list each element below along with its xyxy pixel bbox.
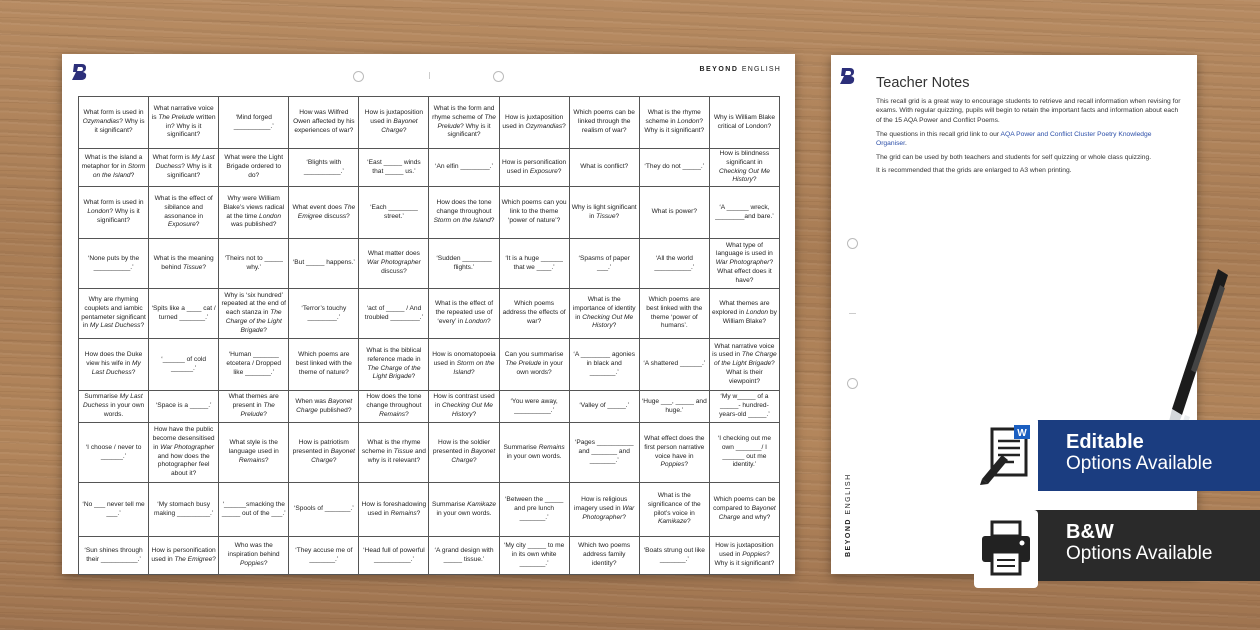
word-document-icon (980, 425, 1032, 485)
grid-cell: Why is William Blake critical of London? (709, 97, 779, 149)
grid-cell: ‘Space is a _____.’ (149, 391, 219, 423)
grid-row (79, 423, 780, 483)
fold-mark (849, 313, 856, 314)
grid-cell: How is contrast used in Checking Out Me History? (429, 391, 499, 423)
punch-hole (493, 71, 504, 82)
grid-cell: ‘They accuse me of _______.’ (289, 537, 359, 575)
grid-cell: What narrative voice is used in The Charge of the Light Brigade? What is their viewpoint? (709, 339, 779, 391)
grid-cell: ‘A ______ wreck, ________and bare.’ (709, 187, 779, 239)
grid-cell: Why is ‘six hundred’ repeated at the end of each stanza in The Charge of the Light Brigade? (219, 289, 289, 339)
grid-cell: Why is light significant in Tissue? (569, 187, 639, 239)
grid-cell: ‘My city _____ to me in its own white _______.’ (499, 537, 569, 575)
editable-options-badge[interactable] (1018, 420, 1260, 491)
grid-cell: ‘Spools of _______.’ (289, 483, 359, 537)
grid-cell: Which poems can be linked through the realism of war? (569, 97, 639, 149)
grid-row (79, 289, 780, 339)
punch-hole (847, 238, 858, 249)
grid-row (79, 239, 780, 289)
grid-cell: What style is the language used in Remains? (219, 423, 289, 483)
teacher-note-paragraph: The questions in this recall grid link to our AQA Power and Conflict Cluster Poetry Knowledge Organiser. (876, 131, 1152, 148)
grid-cell: ‘It is a huge ______ that we ____.’ (499, 239, 569, 289)
grid-cell: ‘Sudden ________ flights.’ (429, 239, 499, 289)
grid-cell: ‘My w_____ of a _____- hundred- years-old _____.’ (709, 391, 779, 423)
editable-badge-title: Editable (1066, 431, 1144, 453)
grid-cell: Who was the inspiration behind Poppies? (219, 537, 289, 575)
grid-cell: How is juxtaposition used in Bayonet Charge? (359, 97, 429, 149)
grid-cell: How have the public become desensitised in War Photographer and how does the photographer feel about it? (149, 423, 219, 483)
grid-row (79, 483, 780, 537)
grid-cell: ‘They do not _____.’ (639, 149, 709, 187)
grid-cell: ‘An elfin ________.’ (429, 149, 499, 187)
teacher-note-paragraph: It is recommended that the grids are enlarged to A3 when printing. (876, 167, 1072, 174)
grid-cell: What form is used in London? Why is it significant? (79, 187, 149, 239)
grid-cell: ‘Blights with __________.’ (289, 149, 359, 187)
grid-row (79, 97, 780, 149)
grid-cell: ‘act of _____ / And troubled ________.’ (359, 289, 429, 339)
grid-cell: How is juxtaposition used in Ozymandias? (499, 97, 569, 149)
grid-cell: ‘Spasms of paper ___.’ (569, 239, 639, 289)
teacher-note-paragraph: The grid can be used by both teachers and students for self quizzing or whole class quizzing. (876, 154, 1152, 161)
grid-cell: What themes are present in The Prelude? (219, 391, 289, 423)
grid-cell: ‘Terror’s touchy ________.’ (289, 289, 359, 339)
grid-cell: When was Bayonet Charge published? (289, 391, 359, 423)
grid-row (79, 391, 780, 423)
grid-row (79, 187, 780, 239)
grid-cell: What effect does the first person narrative voice have in Poppies? (639, 423, 709, 483)
grid-cell: Which poems can be compared to Bayonet Charge and why? (709, 483, 779, 537)
grid-cell: What narrative voice is The Prelude written in? Why is it significant? (149, 97, 219, 149)
grid-cell: What form is used in Ozymandias? Why is it significant? (79, 97, 149, 149)
grid-cell: How is religious imagery used in War Photographer? (569, 483, 639, 537)
grid-row (79, 149, 780, 187)
beyond-logo-icon (71, 63, 87, 81)
grid-cell: What is the effect of sibilance and assonance in Exposure? (149, 187, 219, 239)
grid-cell: ‘Sun shines through their __________.’ (79, 537, 149, 575)
grid-cell: Can you summarise The Prelude in your own words? (499, 339, 569, 391)
grid-cell: What were the Light Brigade ordered to do? (219, 149, 289, 187)
bw-badge-text (1066, 521, 1212, 565)
grid-cell: How is the soldier presented in Bayonet Charge? (429, 423, 499, 483)
grid-cell: ‘Between the _____ and pre lunch _______.’ (499, 483, 569, 537)
grid-cell: How is juxtaposition used in Poppies? Why is it significant? (709, 537, 779, 575)
grid-cell: What matter does War Photographer discuss? (359, 239, 429, 289)
grid-cell: ‘______ of cold ______.’ (149, 339, 219, 391)
grid-cell: ‘My stomach busy making _________.’ (149, 483, 219, 537)
grid-cell: How is foreshadowing used in Remains? (359, 483, 429, 537)
grid-row (79, 537, 780, 575)
grid-cell: ‘A ________ agonies in black and _______.’ (569, 339, 639, 391)
grid-cell: What is the effect of the repeated use of ‘every’ in London? (429, 289, 499, 339)
grid-cell: What is the island a metaphor for in Storm on the Island? (79, 149, 149, 187)
grid-cell: Which poems are best linked with the theme ‘power of humans’. (639, 289, 709, 339)
fold-mark (429, 72, 430, 79)
grid-cell: How is personification used in Exposure? (499, 149, 569, 187)
grid-cell: Summarise My Last Duchess in your own words. (79, 391, 149, 423)
grid-cell: ‘Head full of powerful __________.’ (359, 537, 429, 575)
grid-cell: Which poems can you link to the theme ‘power of nature’? (499, 187, 569, 239)
grid-cell: ‘None puts by the __________.’ (79, 239, 149, 289)
punch-hole (353, 71, 364, 82)
grid-cell: What is conflict? (569, 149, 639, 187)
bw-badge-subtitle: Options Available (1066, 543, 1213, 564)
grid-cell: What is the rhyme scheme in London? Why is it significant? (639, 97, 709, 149)
punch-hole (847, 378, 858, 389)
brand-wordmark: BEYOND ENGLISH (699, 66, 781, 73)
editable-badge-text (1066, 431, 1212, 475)
grid-cell: What is power? (639, 187, 709, 239)
bw-options-badge[interactable] (1018, 510, 1260, 581)
editable-icon-box (974, 417, 1038, 495)
grid-cell: What is the biblical reference made in The Charge of the Light Brigade? (359, 339, 429, 391)
grid-row (79, 339, 780, 391)
grid-cell: ‘A shattered ______.’ (639, 339, 709, 391)
grid-cell: What type of language is used in War Photographer? What effect does it have? (709, 239, 779, 289)
grid-cell: What form is My Last Duchess? Why is it significant? (149, 149, 219, 187)
grid-cell: ‘Pages __________ and _______ and _______.’ (569, 423, 639, 483)
grid-cell: ‘Spits like a ____ cat / turned _______.’ (149, 289, 219, 339)
grid-cell: How was Wilfred Owen affected by his experiences of war? (289, 97, 359, 149)
grid-cell: ‘Valley of _____.’ (569, 391, 639, 423)
grid-cell: How does the Duke view his wife in My Last Duchess? (79, 339, 149, 391)
grid-cell: ‘I checking out me own _______/ I ______ out me identity.’ (709, 423, 779, 483)
grid-cell: Which poems address the effects of war? (499, 289, 569, 339)
grid-cell: What is the significance of the pilot’s voice in Kamikaze? (639, 483, 709, 537)
grid-cell: What event does The Emigree discuss? (289, 187, 359, 239)
grid-cell: What themes are explored in London by William Blake? (709, 289, 779, 339)
grid-cell: ‘You were away, __________.’ (499, 391, 569, 423)
editable-badge-subtitle: Options Available (1066, 453, 1213, 474)
grid-cell: Summarise Kamikaze in your own words. (429, 483, 499, 537)
grid-cell: ‘Human _______ etcetera / Dropped like _______.’ (219, 339, 289, 391)
grid-cell: ‘East _____ winds that _____ us.’ (359, 149, 429, 187)
grid-cell: Summarise Remains in your own words. (499, 423, 569, 483)
teacher-notes-title: Teacher Notes (876, 75, 970, 91)
grid-cell: ‘Huge ___, _____ and huge.’ (639, 391, 709, 423)
grid-cell: Why are rhyming couplets and iambic pentameter significant in My Last Duchess? (79, 289, 149, 339)
grid-cell: ‘But _____ happens.’ (289, 239, 359, 289)
beyond-logo-icon (839, 67, 855, 85)
recall-grid-table (78, 96, 780, 575)
grid-cell: What is the importance of identity in Checking Out Me History? (569, 289, 639, 339)
grid-cell: How does the tone change throughout Storm on the Island? (429, 187, 499, 239)
grid-cell: What is the meaning behind Tissue? (149, 239, 219, 289)
bw-badge-title: B&W (1066, 521, 1114, 543)
grid-cell: ‘Mind forged __________.’ (219, 97, 289, 149)
grid-cell: What is the rhyme scheme in Tissue and why is it relevant? (359, 423, 429, 483)
grid-cell: ‘Theirs not to _____ why.’ (219, 239, 289, 289)
printer-icon (980, 518, 1032, 578)
grid-cell: How is onomatopoeia used in Storm on the Island? (429, 339, 499, 391)
grid-cell: ‘I choose / never to ______.’ (79, 423, 149, 483)
teacher-note-paragraph: This recall grid is a great way to encourage students to retrieve and recall information when revising for exams. With regular quizzing, pupils will begin to retain the important facts and information about each of the 15 AQA Power and Conflict Poems. (876, 98, 1181, 124)
grid-cell: ‘Boats strung out like _______.’ (639, 537, 709, 575)
grid-cell: ‘A grand design with _____ tissue.’ (429, 537, 499, 575)
grid-cell: How does the tone change throughout Remains? (359, 391, 429, 423)
grid-cell: ‘Each ________ street.’ (359, 187, 429, 239)
grid-cell: Why were William Blake’s views radical at the time London was published? (219, 187, 289, 239)
recall-grid-sheet (62, 54, 795, 574)
knowledge-organiser-link[interactable]: AQA Power and Conflict Cluster Poetry Knowledge Organiser (876, 131, 1152, 148)
grid-cell: How is personification used in The Emigree? (149, 537, 219, 575)
brand-wordmark: BEYOND ENGLISH (845, 473, 852, 557)
bw-icon-box (974, 510, 1038, 588)
grid-cell: ‘All the world __________.’ (639, 239, 709, 289)
grid-cell: How is patriotism presented in Bayonet Charge? (289, 423, 359, 483)
grid-cell: How is blindness significant in Checking Out Me History? (709, 149, 779, 187)
grid-cell: Which two poems address family identity? (569, 537, 639, 575)
grid-cell: ‘No ___ never tell me ___.’ (79, 483, 149, 537)
grid-cell: What is the form and rhyme scheme of The Prelude? Why is it significant? (429, 97, 499, 149)
grid-cell: Which poems are best linked with the theme of nature? (289, 339, 359, 391)
grid-cell: ‘______smacking the _____ out of the ___.’ (219, 483, 289, 537)
svg-text:W: W (1017, 428, 1027, 439)
